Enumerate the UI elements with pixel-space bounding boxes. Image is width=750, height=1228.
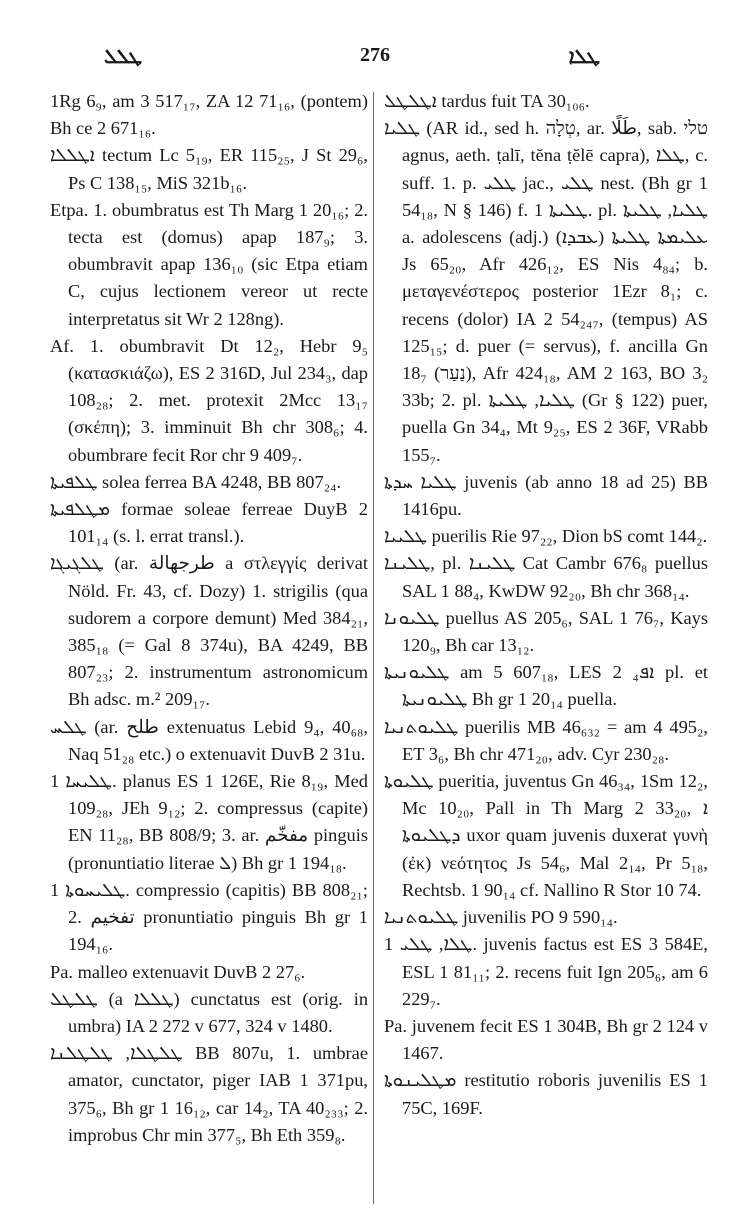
entry-umbrae-amator: ܛܠܛܠܐ, ܛܠܛܠܢܐ BB 807u, 1. umbrae amator, cunctator, piger IAB 1 371pu, 375₆, Bh gr 1 16₁₂, car 14₂, TA 40₂₃₃; 2. improbus Chr min 377₅, Bh Eth 359₈. xyxy=(50,1043,368,1145)
entry-puerilis: ܛܠܝܝܐ puerilis Rie 97₂₂, Dion bS comt 144₂. xyxy=(384,526,708,547)
entry-restitutio: ܡܛܠܝܢܘܬܐ restitutio roboris juvenilis ES 1 75C, 169F. xyxy=(384,1070,708,1118)
entry-continuation: 1Rg 6₉, am 3 517₁₇, ZA 12 71₁₆, (pontem) Bh ce 2 671₁₆. xyxy=(50,91,368,139)
entry-cunctatus: ܛܠܛܠ (a ܛܠܠܐ) cunctatus est (orig. in umbra) IA 2 272 v 677, 324 v 1480. xyxy=(50,988,369,1036)
entry-solea-ferrea: ܛܠܦܝܬܐ solea ferrea BA 4248, BB 807₂₄. xyxy=(50,471,342,492)
right-column xyxy=(384,88,708,1122)
running-head xyxy=(40,36,710,76)
entry-juvenis-factus: ܛܠܐ, ܛܠܝ 1. juvenis factus est ES 3 584E, ESL 1 81₁₁; 2. recens fuit Ign 205₆, am 6 229₇. xyxy=(384,934,709,1009)
running-head-left-word: ܛܠܠ xyxy=(104,44,143,68)
entry-juvenilis: ܛܠܝܘܬܢܝܐ juvenilis PO 9 590₁₄. xyxy=(384,907,618,928)
entry-compressio: ܛܠܝܚܘܬܐ 1. compressio (capitis) BB 808₂₁; 2. تفخيم pronuntiatio pinguis Bh gr 1 194₁₆. xyxy=(50,879,369,955)
entry-extenuavit: ܛܠܚ (ar. طلح extenuatus Lebid 9₄, 40₆₈, Naq 51₂₈ etc.) o extenuavit DuvB 2 31u. xyxy=(50,716,368,764)
entry-etpa: Etpa. 1. obumbratus est Th Marg 1 20₁₆; 2. tecta est (domus) apap 187₉; 3. obumbravit apap 136₁₀ (sic Etpa etiam C, cujus lectionem vereor ut recte interpretatus sit Wr 2 128ng). xyxy=(50,199,368,329)
entry-pueritia: ܛܠܝܘܬܐ pueritia, juventus Gn 46₃₄, 1Sm 12₂, Mc 10₂₀, Pall in Th Marg 2 33₂₀, ܐ ܕܛܠܝܘܬܐ uxor quam juvenis duxerat γυνὴ (ἐκ) νεότητος Js 54₆, Mal 2₁₄, Pr 5₁₈, Rechtsb. 1 90₁₄ cf. Nallino R Stor 10 74. xyxy=(384,771,708,900)
running-head-right-word: ܛܠܐ xyxy=(568,44,600,68)
entry-puerilis-2: ܛܠܝܘܬܢܝܐ puerilis MB 46₆₃₂ = am 4 495₂, ET 3₆, Bh chr 471₂₀, adv. Cyr 230₂₈. xyxy=(384,716,708,764)
entry-strigilis: ܛܠܓܝܓܐ (ar. طرجهالة a στλεγγίς derivat Nöld. Fr. 43, cf. Dozy) 1. strigilis (qua sudorem a corpore demunt) Med 384₂₁, 385₁₈ (= Gal 8 374u), BA 4249, BB 807₂₃; 2. instrumentum astronomicum Bh adsc. m.² 209₁₇. xyxy=(50,553,368,710)
left-column xyxy=(50,88,368,1149)
entry-puellus: ܛܠܝܘܢܐ puellus AS 205₆, SAL 1 76₇, Kays 120₉, Bh car 13₁₂. xyxy=(384,607,708,656)
entry-planus: ܛܠܝܚܐ 1. planus ES 1 126E, Rie 8₁₉, Med 109₂₈, JEh 9₁₂; 2. compressus (capite) EN 11₂₈, BB 808/9; 3. ar. مفخّم pinguis (pronuntiatio literae ܠ) Bh gr 1 194₁₈. xyxy=(50,771,368,873)
entry-juvenis: ܛܠܝܐ ܚܕܬܐ juvenis (ab anno 18 ad 25) BB 1416pu. xyxy=(384,471,708,520)
entry-formae-soleae: ܡܛܠܦܝܬܐ formae soleae ferreae DuyB 2 101₁₄ (s. l. errat transl.). xyxy=(50,499,368,547)
entry-af: Af. 1. obumbravit Dt 12₂, Hebr 9₅ (κατασκιάζω), ES 2 316D, Jul 234₃, dap 108₂₈; 2. met. protexit 2Mcc 13₁₇ (σκέπη); 3. imminuit Bh chr 308₆; 4. obumbrare fecit Ror chr 9 409₇. xyxy=(50,335,368,465)
page-number: 276 xyxy=(360,44,390,66)
entry-pa-malleo: Pa. malleo extenuavit DuvB 2 27₆. xyxy=(50,961,306,982)
column-divider xyxy=(373,92,374,1204)
entry-tectum: ܐܛܠܠܐ tectum Lc 5₁₉, ER 115₂₅, J St 29₆, Ps C 138₁₅, MiS 321b₁₆. xyxy=(50,145,368,193)
entry-talya: ܛܠܝܐ (AR id., sed h. טְלָה, ar. طَلًا, sab. טלי agnus, aeth. ṭalī, tĕna ṭĕlē capra), ܛܠܐ, c. suff. 1. p. ܛܠܝ jac., ܛܠܝ nest. (Bh gr 1 54₁₈, N § 146) f. ܛܠܝܬܐ 1. pl. ܛܠܝܐ, ܛܠܝܬܐ a. adolescens (adj.) (ܥܒܕܐ) ܥܠܝܡܬܐ ܛܠܝܬܐ Js 65₂₀, Afr 426₁₂, ES Nis 4₈₄; b. μεταγενέστερος posterior 1Ezr 8₁; c. recens (dolor) IA 2 54₂₄₇, (tempus) AS 125₁₅; d. puer (= servus), f. ancilla Gn 18₇ (נַעַר), Afr 424₁₈, AM 2 163, BO 3₂ 33b; 2. pl. ܛܠܝܐ, ܛܠܝܬܐ (Gr § 122) puer, puella Gn 34₄, Mt 9₂₅, ES 2 36F, VRabb 155₇. xyxy=(384,118,709,465)
entry-tardus: ܐܛܠܛܠ tardus fuit TA 30₁₀₆. xyxy=(384,91,590,111)
entry-pa-juvenem: Pa. juvenem fecit ES 1 304B, Bh gr 2 124 v 1467. xyxy=(384,1015,708,1064)
entry-puella: ܛܠܝܘܢܝܬܐ am 5 607₁₈, LES 2 ܐܦ₄ pl. et ܛܠܝܘܢܝܬܐ Bh gr 1 20₁₄ puella. xyxy=(384,662,708,710)
entry-puellus-pl: ܛܠܝܢܐ, pl. ܛܠܝܢܐ Cat Cambr 676₈ puellus SAL 1 88₄, KwDW 92₂₀, Bh chr 368₁₄. xyxy=(384,553,708,601)
